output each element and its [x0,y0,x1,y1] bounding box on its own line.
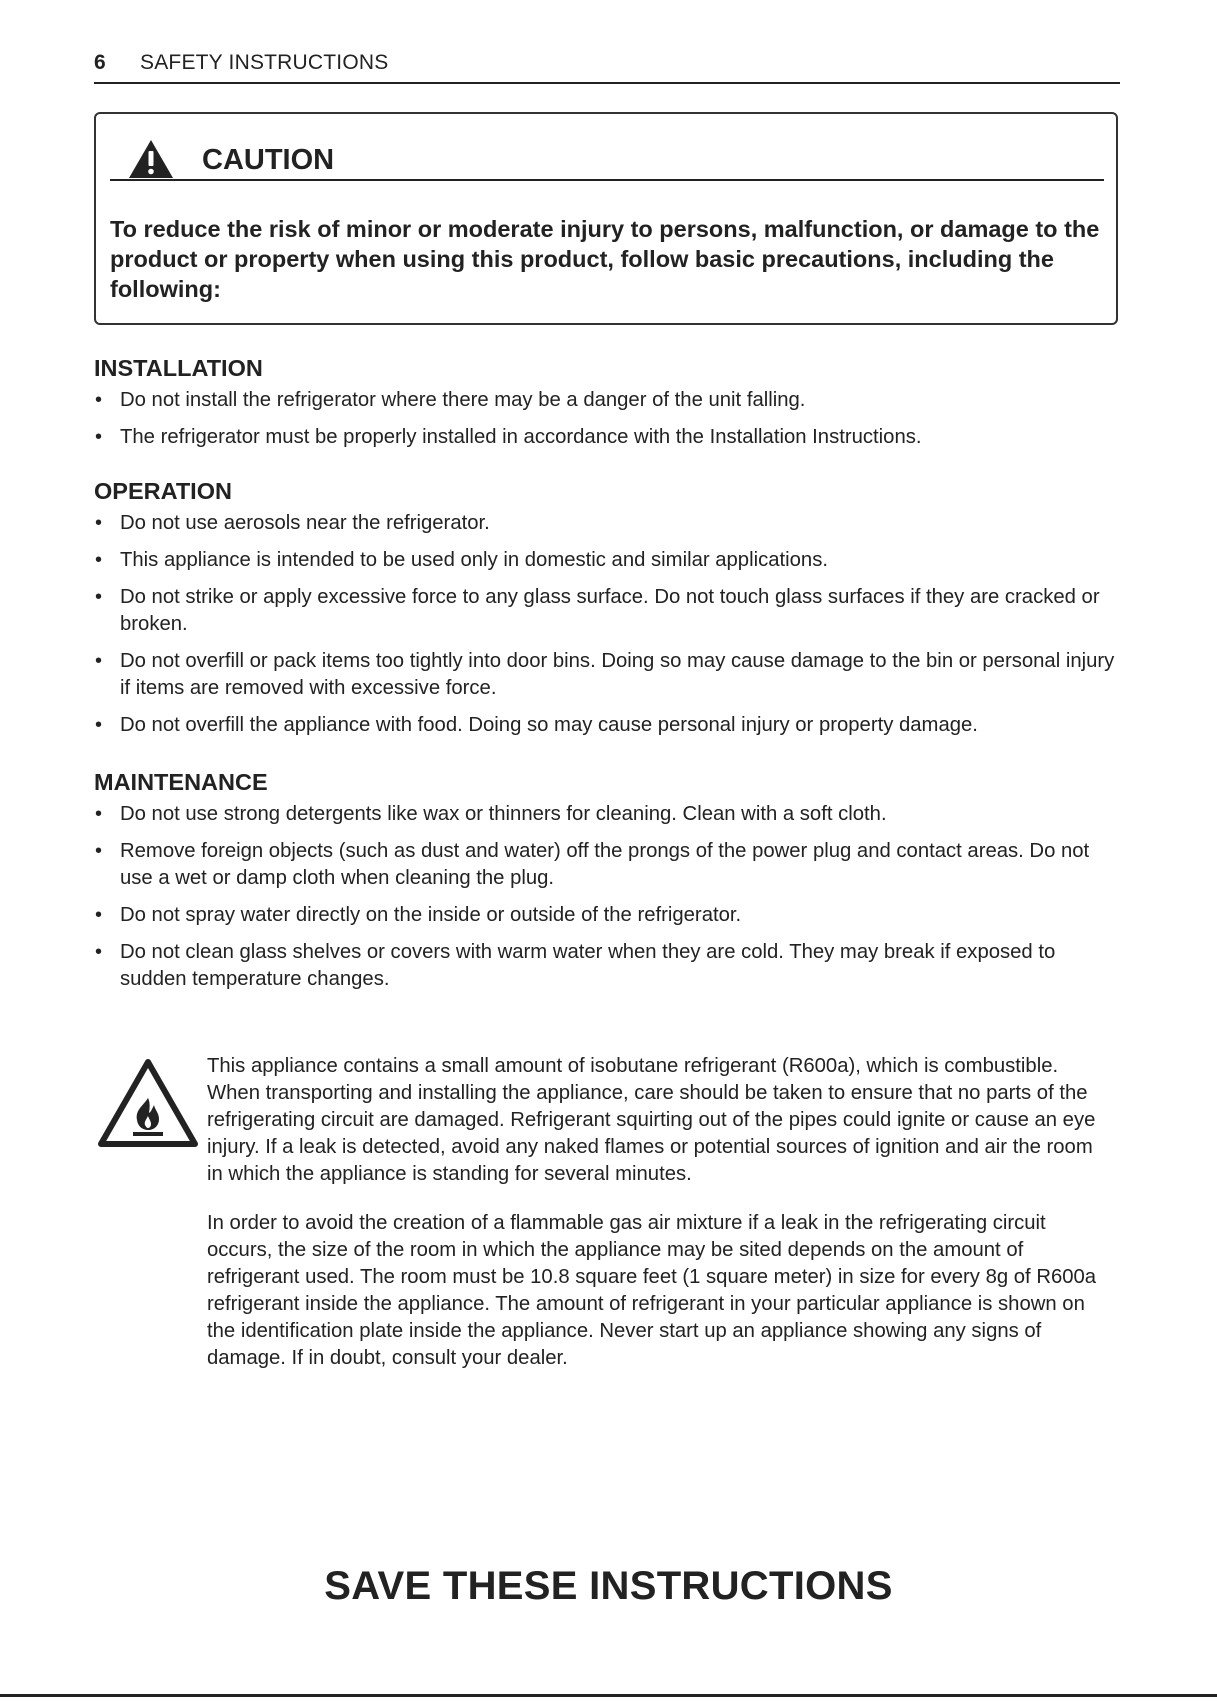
operation-section [94,476,1124,749]
list-item-text: The refrigerator must be properly installed in accordance with the Installation Instructions. [120,426,922,448]
header-title: SAFETY INSTRUCTIONS [140,51,389,74]
warning-triangle-icon [128,139,174,179]
list-item: • This appliance is intended to be used only in domestic and similar applications. [95,549,828,571]
list-item-text: Do not strike or apply excessive force to any glass surface. Do not touch glass surfaces if they are cracked or broken. [120,586,1100,635]
caution-text: To reduce the risk of minor or moderate injury to persons, malfunction, or damage to the product or property when using this product, follow basic precautions, including the following: [110,216,1100,302]
list-item: • Remove foreign objects (such as dust and water) off the prongs of the power plug and contact areas. Do not use a wet or damp cloth when cleaning the plug. [95,840,1090,889]
list-item: • Do not spray water directly on the inside or outside of the refrigerator. [95,904,742,926]
list-item: • Do not install the refrigerator where there may be a danger of the unit falling. [95,389,806,411]
operation-heading: OPERATION [94,478,232,504]
maintenance-list [94,801,1124,993]
bottom-divider [0,1694,1217,1697]
caution-title: CAUTION [202,144,335,176]
installation-list [94,387,1124,451]
caution-header [110,139,1104,181]
list-item: • Do not overfill the appliance with food. Doing so may cause personal injury or property damage. [95,714,978,736]
operation-list [94,510,1124,739]
list-item-text: This appliance is intended to be used only in domestic and similar applications. [120,549,828,571]
installation-section [94,353,1124,461]
list-item-text: Remove foreign objects (such as dust and water) off the prongs of the power plug and contact areas. Do not use a wet or damp cloth when cleaning the plug. [120,840,1090,889]
list-item: • Do not clean glass shelves or covers with warm water when they are cold. They may break if exposed to sudden temperature changes. [95,941,1056,990]
list-item: • Do not use strong detergents like wax or thinners for cleaning. Clean with a soft cloth. [95,803,887,825]
maintenance-section [94,767,1124,1003]
save-instructions-title: SAVE THESE INSTRUCTIONS [324,1564,893,1608]
list-item-text: Do not overfill the appliance with food. Doing so may cause personal injury or property damage. [120,714,978,736]
maintenance-heading: MAINTENANCE [94,769,268,795]
refrigerant-paragraph-2: In order to avoid the creation of a flammable gas air mixture if a leak in the refrigerating circuit occurs, the size of the room in which the appliance may be sited depends on the amount of refrigerant used. The room must be 10.8 square feet (1 square meter) in size for every 8g of R600a refrigerant inside the appliance. The amount of refrigerant in your particular appliance is shown on the identification plate inside the appliance. Never start up an appliance showing any signs of damage. If in doubt, consult your dealer. [207,1212,1097,1369]
list-item: • Do not overfill or pack items too tightly into door bins. Doing so may cause damage to the bin or personal injury if items are removed with excessive force. [95,650,1115,699]
installation-heading: INSTALLATION [94,355,263,381]
page-header [94,48,1120,84]
list-item-text: Do not install the refrigerator where there may be a danger of the unit falling. [120,389,806,411]
list-item: • Do not use aerosols near the refrigerator. [95,512,490,534]
list-item-text: Do not overfill or pack items too tightly into door bins. Doing so may cause damage to the bin or personal injury if items are removed with excessive force. [120,650,1115,699]
list-item-text: Do not use aerosols near the refrigerator. [120,512,490,534]
list-item: • The refrigerator must be properly installed in accordance with the Installation Instructions. [95,426,922,448]
list-item-text: Do not clean glass shelves or covers with warm water when they are cold. They may break if exposed to sudden temperature changes. [120,941,1056,990]
flammable-warning-icon [97,1058,199,1148]
list-item-text: Do not use strong detergents like wax or thinners for cleaning. Clean with a soft cloth. [120,803,887,825]
page-number: 6 [94,51,106,74]
list-item-text: Do not spray water directly on the inside or outside of the refrigerator. [120,904,742,926]
list-item: • Do not strike or apply excessive force to any glass surface. Do not touch glass surfaces if they are cracked or broken. [95,586,1100,635]
refrigerant-paragraph-1: This appliance contains a small amount of isobutane refrigerant (R600a), which is combustible. When transporting and installing the appliance, care should be taken to ensure that no parts of the refrigerating circuit are damaged. Refrigerant squirting out of the pipes could ignite or cause an eye injury. If a leak is detected, avoid any naked flames or potential sources of ignition and air the room in which the appliance is standing for several minutes. [207,1055,1096,1185]
caution-box [94,112,1118,325]
